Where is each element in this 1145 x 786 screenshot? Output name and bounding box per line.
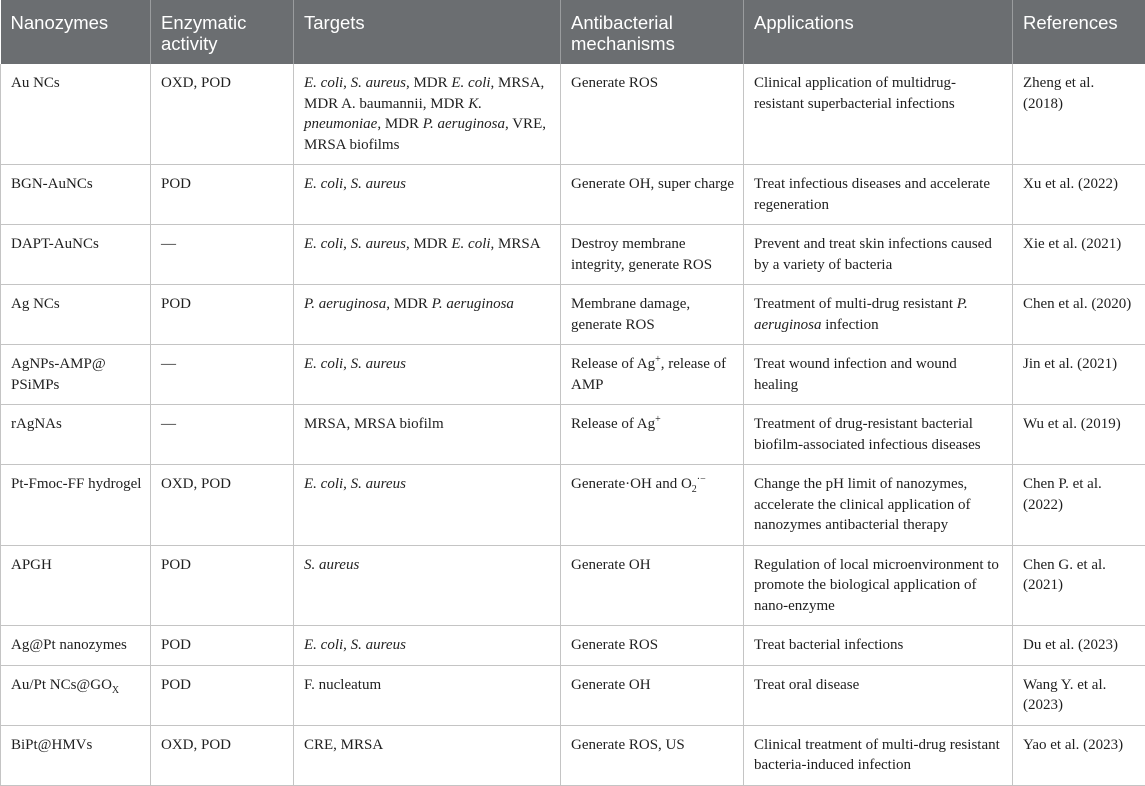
cell-mechanism: Generate ROS: [561, 64, 744, 165]
cell-application: Change the pH limit of nanozymes, accelerate the clinical application of nanozymes antibacterial therapy: [744, 465, 1013, 546]
cell-targets: [294, 225, 561, 285]
cell-enzymatic-activity: OXD, POD: [151, 64, 294, 165]
cell-reference: Zheng et al. (2018): [1013, 64, 1145, 165]
header-row: [1, 0, 1145, 64]
text-fragment: , MDR: [406, 75, 451, 91]
superscript: ·−: [697, 474, 706, 485]
cell-targets: [294, 465, 561, 546]
text-fragment: , MDR: [377, 116, 422, 132]
cell-application: Clinical application of multidrug-resistant superbacterial infections: [744, 64, 1013, 165]
cell-enzymatic-activity: —: [151, 225, 294, 285]
text-fragment: CRE, MRSA: [304, 737, 383, 753]
text-fragment: infection: [822, 317, 879, 333]
table-row: [1, 405, 1145, 465]
cell-enzymatic-activity: OXD, POD: [151, 465, 294, 546]
text-fragment: F. nucleatum: [304, 677, 381, 693]
species-name: P. aeruginosa: [423, 116, 505, 132]
header-enzymatic-activity: Enzymatic activity: [151, 0, 294, 64]
species-name: E. coli: [451, 236, 490, 252]
superscript: +: [655, 354, 661, 365]
table-body: [1, 64, 1145, 785]
table-row: [1, 64, 1145, 165]
text-fragment: ,: [343, 637, 351, 653]
text-fragment: MRSA, MRSA biofilm: [304, 416, 444, 432]
text-fragment: , MDR: [406, 236, 451, 252]
species-name: S. aureus: [351, 176, 406, 192]
cell-application: Treat bacterial infections: [744, 626, 1013, 666]
cell-targets: [294, 545, 561, 626]
cell-enzymatic-activity: —: [151, 345, 294, 405]
cell-reference: Jin et al. (2021): [1013, 345, 1145, 405]
species-name: S. aureus: [351, 637, 406, 653]
cell-enzymatic-activity: POD: [151, 626, 294, 666]
cell-enzymatic-activity: POD: [151, 285, 294, 345]
cell-mechanism: [561, 345, 744, 405]
table-row: [1, 165, 1145, 225]
text-fragment: , release of AMP: [571, 356, 726, 393]
species-name: S. aureus: [351, 75, 406, 91]
header-nanozymes: Nanozymes: [1, 0, 151, 64]
species-name: E. coli: [304, 176, 343, 192]
cell-nanozyme: BGN-AuNCs: [1, 165, 151, 225]
table-row: [1, 725, 1145, 785]
text-fragment: Release of Ag: [571, 416, 655, 432]
cell-nanozyme: Ag@Pt nanozymes: [1, 626, 151, 666]
text-fragment: Au/Pt NCs@GO: [11, 677, 112, 693]
cell-nanozyme: APGH: [1, 545, 151, 626]
cell-reference: Chen P. et al. (2022): [1013, 465, 1145, 546]
table-row: [1, 285, 1145, 345]
text-fragment: ,: [343, 75, 351, 91]
cell-mechanism: Generate ROS: [561, 626, 744, 666]
species-name: S. aureus: [304, 557, 359, 573]
cell-application: Clinical treatment of multi-drug resistant bacteria-induced infection: [744, 725, 1013, 785]
cell-targets: [294, 725, 561, 785]
table-header: [1, 0, 1145, 64]
cell-reference: Chen G. et al. (2021): [1013, 545, 1145, 626]
cell-application: Treat oral disease: [744, 665, 1013, 725]
species-name: P. aeruginosa: [432, 296, 514, 312]
cell-nanozyme: AgNPs-AMP@ PSiMPs: [1, 345, 151, 405]
cell-mechanism: [561, 465, 744, 546]
cell-reference: Du et al. (2023): [1013, 626, 1145, 666]
cell-application: Treatment of drug-resistant bacterial biofilm-associated infectious diseases: [744, 405, 1013, 465]
cell-targets: [294, 405, 561, 465]
species-name: E. coli: [304, 356, 343, 372]
cell-enzymatic-activity: POD: [151, 165, 294, 225]
text-fragment: Generate·OH and O: [571, 476, 692, 492]
cell-application: Prevent and treat skin infections caused by a variety of bacteria: [744, 225, 1013, 285]
cell-nanozyme: DAPT-AuNCs: [1, 225, 151, 285]
cell-mechanism: Destroy membrane integrity, generate ROS: [561, 225, 744, 285]
species-name: S. aureus: [351, 356, 406, 372]
text-fragment: , MDR: [386, 296, 431, 312]
cell-mechanism: Generate OH: [561, 545, 744, 626]
text-fragment: Treatment of multi-drug resistant: [754, 296, 957, 312]
cell-targets: [294, 165, 561, 225]
cell-mechanism: [561, 405, 744, 465]
species-name: S. aureus: [351, 476, 406, 492]
species-name: S. aureus: [351, 236, 406, 252]
cell-mechanism: Generate ROS, US: [561, 725, 744, 785]
text-fragment: , MRSA, MDR A. baumannii, MDR: [304, 75, 544, 112]
cell-enzymatic-activity: POD: [151, 665, 294, 725]
superscript: +: [655, 414, 661, 425]
cell-reference: Wang Y. et al. (2023): [1013, 665, 1145, 725]
text-fragment: Release of Ag: [571, 356, 655, 372]
cell-targets: [294, 345, 561, 405]
cell-application: Treat infectious diseases and accelerate regeneration: [744, 165, 1013, 225]
cell-enzymatic-activity: POD: [151, 545, 294, 626]
subscript: X: [112, 685, 119, 696]
species-name: K. pneumoniae: [304, 96, 482, 133]
header-targets: Targets: [294, 0, 561, 64]
table-row: [1, 345, 1145, 405]
text-fragment: ,: [343, 476, 351, 492]
cell-application: Regulation of local microenvironment to promote the biological application of nano-enzyme: [744, 545, 1013, 626]
cell-enzymatic-activity: OXD, POD: [151, 725, 294, 785]
text-fragment: ,: [343, 176, 351, 192]
cell-targets: [294, 64, 561, 165]
species-name: E. coli: [304, 637, 343, 653]
table-row: [1, 545, 1145, 626]
table-row: [1, 665, 1145, 725]
cell-nanozyme: rAgNAs: [1, 405, 151, 465]
cell-reference: Chen et al. (2020): [1013, 285, 1145, 345]
species-name: P. aeruginosa: [304, 296, 386, 312]
cell-nanozyme: Ag NCs: [1, 285, 151, 345]
cell-nanozyme: BiPt@HMVs: [1, 725, 151, 785]
species-name: E. coli: [304, 476, 343, 492]
table-row: [1, 225, 1145, 285]
text-fragment: , VRE, MRSA biofilms: [304, 116, 546, 153]
cell-targets: [294, 626, 561, 666]
header-applications: Applications: [744, 0, 1013, 64]
cell-mechanism: Generate OH, super charge: [561, 165, 744, 225]
cell-application: [744, 285, 1013, 345]
text-fragment: , MRSA: [491, 236, 541, 252]
species-name: E. coli: [451, 75, 490, 91]
subscript: 2: [692, 484, 697, 495]
species-name: E. coli: [304, 236, 343, 252]
cell-mechanism: Generate OH: [561, 665, 744, 725]
cell-nanozyme: Pt-Fmoc-FF hydrogel: [1, 465, 151, 546]
cell-targets: [294, 285, 561, 345]
table-row: [1, 626, 1145, 666]
cell-reference: Yao et al. (2023): [1013, 725, 1145, 785]
text-fragment: ,: [343, 356, 351, 372]
header-antibacterial-mechanisms: Antibacterial mechanisms: [561, 0, 744, 64]
cell-nanozyme: [1, 665, 151, 725]
table-row: [1, 465, 1145, 546]
header-references: References: [1013, 0, 1145, 64]
species-name: P. aeruginosa: [754, 296, 968, 333]
species-name: E. coli: [304, 75, 343, 91]
cell-reference: Xu et al. (2022): [1013, 165, 1145, 225]
cell-reference: Xie et al. (2021): [1013, 225, 1145, 285]
cell-nanozyme: Au NCs: [1, 64, 151, 165]
cell-mechanism: Membrane damage, generate ROS: [561, 285, 744, 345]
cell-reference: Wu et al. (2019): [1013, 405, 1145, 465]
cell-enzymatic-activity: —: [151, 405, 294, 465]
cell-application: Treat wound infection and wound healing: [744, 345, 1013, 405]
cell-targets: [294, 665, 561, 725]
text-fragment: ,: [343, 236, 351, 252]
